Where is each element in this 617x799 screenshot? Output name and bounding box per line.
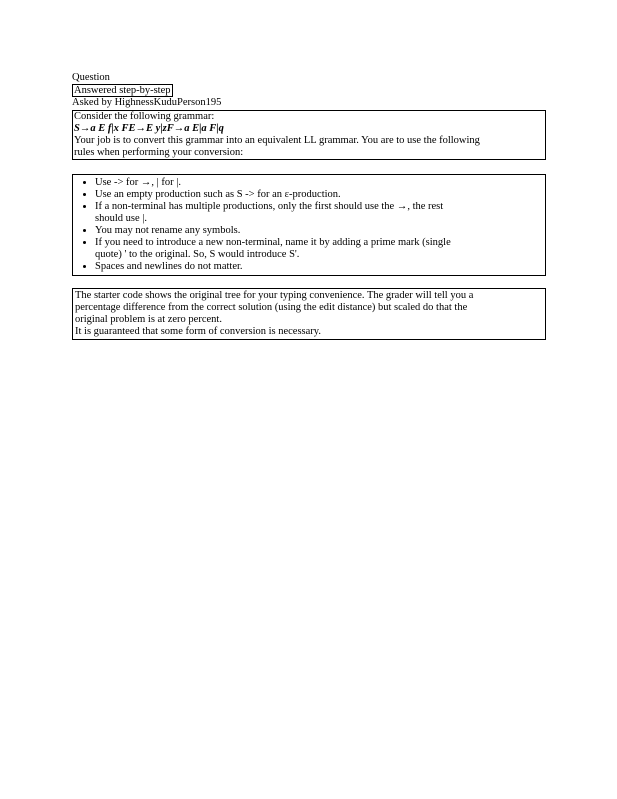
rules-box xyxy=(72,174,546,276)
question-label: Question xyxy=(72,72,110,83)
rule-item: • Use -> for →, | for |. xyxy=(95,177,541,189)
rule-item: • Spaces and newlines do not matter. xyxy=(95,261,541,273)
starter-text-line-1: The starter code shows the original tree for your typing convenience. The grader will tell you a xyxy=(75,290,474,301)
grammar-text: S→a E f|x FE→E y|zF→a E|a F|q xyxy=(74,123,224,134)
problem-intro: Consider the following grammar: xyxy=(74,111,215,122)
rules-list xyxy=(77,177,541,273)
starter-text-line-2: percentage difference from the correct solution (using the edit distance) but scaled do that the xyxy=(75,302,468,313)
starter-text-line-4: It is guaranteed that some form of conversion is necessary. xyxy=(75,326,321,337)
rule-item: • If you need to introduce a new non-terminal, name it by adding a prime mark (single quote) ' to the original. So, S would introduce S'. xyxy=(95,237,541,261)
rule-item: • If a non-terminal has multiple productions, only the first should use the →, the rest should use |. xyxy=(95,201,541,225)
starter-text-line-3: original problem is at zero percent. xyxy=(75,314,222,325)
rule-item: • Use an empty production such as S -> for an ε-production. xyxy=(95,189,541,201)
problem-box xyxy=(72,110,546,160)
rule-item: • You may not rename any symbols. xyxy=(95,225,541,237)
status-badge: Answered step-by-step xyxy=(74,85,171,96)
starter-code-note xyxy=(72,288,546,340)
document-page xyxy=(72,72,546,340)
asked-by-text: Asked by HighnessKuduPerson195 xyxy=(72,97,222,108)
task-text-line-1: Your job is to convert this grammar into an equivalent LL grammar. You are to use the following xyxy=(74,135,480,146)
task-text-line-2: rules when performing your conversion: xyxy=(74,147,244,158)
